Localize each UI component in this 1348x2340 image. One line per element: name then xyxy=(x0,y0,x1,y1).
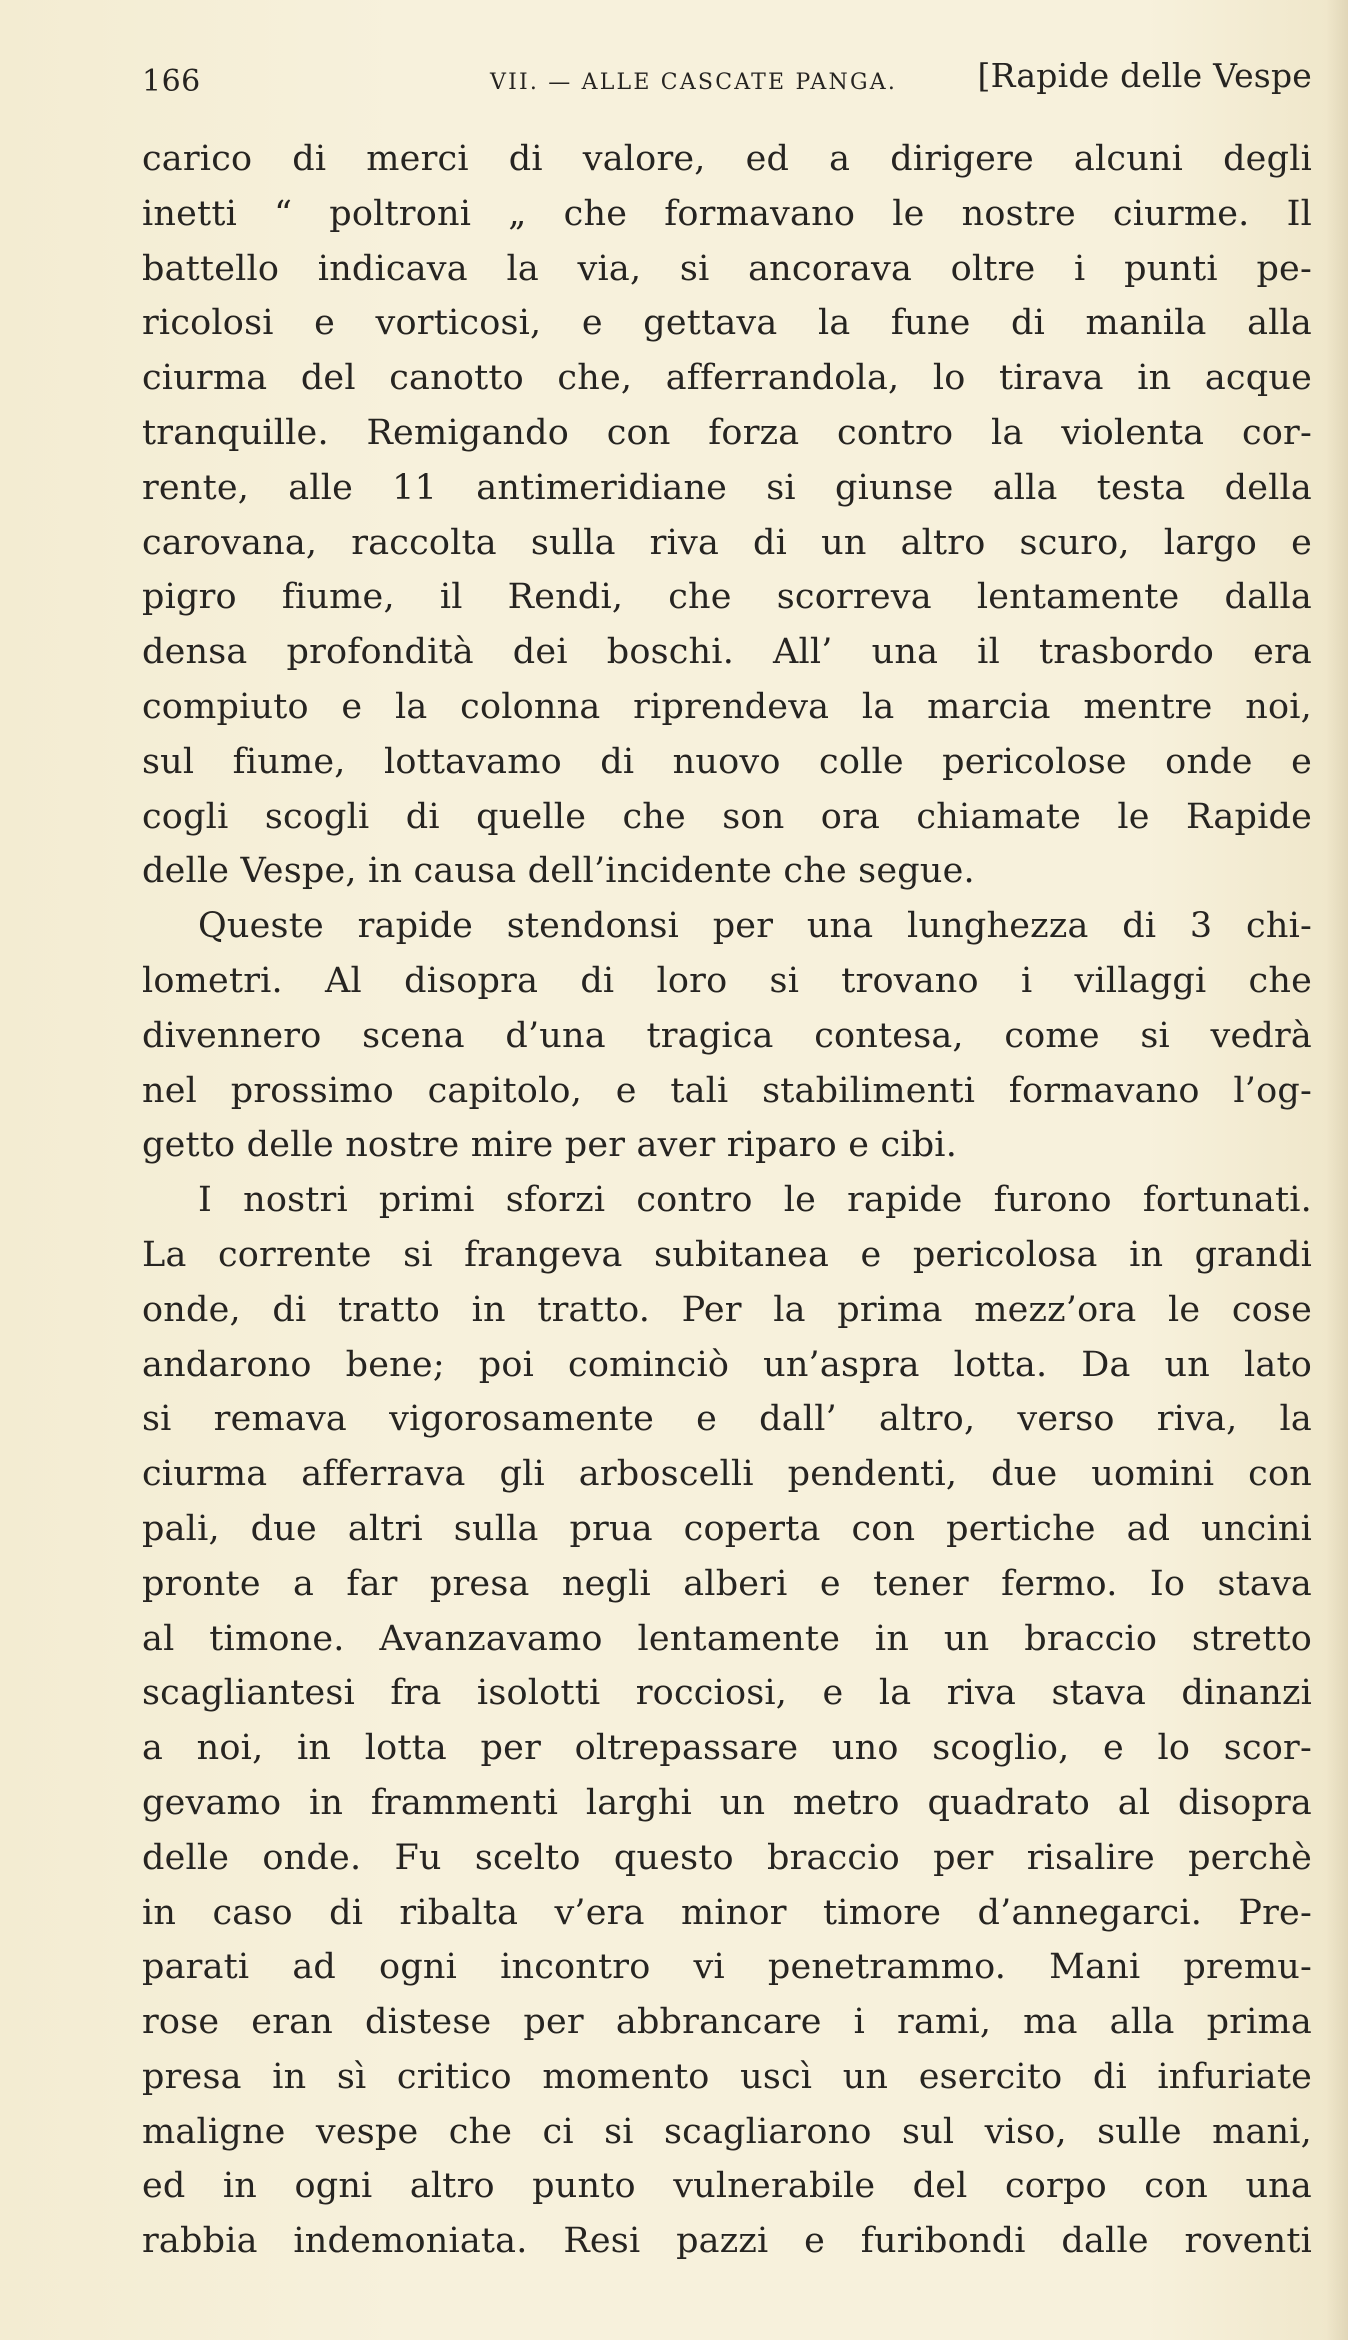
paragraph xyxy=(142,899,1312,1173)
text-line: rabbia indemoniata. Resi pazzi e furibondi dalle roventi xyxy=(142,2221,1312,2262)
text-line: maligne vespe che ci si scagliarono sul viso, sulle mani, xyxy=(142,2111,1312,2152)
text-line: delle Vespe, in causa dell’incidente che segue. xyxy=(142,851,975,892)
text-line: in caso di ribalta v’era minor timore d’annegarci. Pre- xyxy=(142,1892,1312,1933)
text-line: rose eran distese per abbrancare i rami, ma alla prima xyxy=(142,2002,1312,2043)
text-line: onde, di tratto in tratto. Per la prima mezz’ora le cose xyxy=(142,1289,1312,1330)
text-line: andarono bene; poi cominciò un’aspra lotta. Da un lato xyxy=(142,1344,1312,1385)
chapter-running-title: VII. — ALLE CASCATE PANGA. xyxy=(490,70,898,95)
text-line: gevamo in frammenti larghi un metro quadrato al disopra xyxy=(142,1782,1312,1823)
text-line: lometri. Al disopra di loro si trovano i villaggi che xyxy=(142,960,1312,1001)
text-line: presa in sì critico momento uscì un esercito di infuriate xyxy=(142,2056,1312,2097)
text-line: La corrente si frangeva subitanea e pericolosa in grandi xyxy=(142,1234,1312,1275)
paragraph xyxy=(142,1173,1312,2269)
section-title: [Rapide delle Vespe xyxy=(977,56,1312,95)
text-line: ed in ogni altro punto vulnerabile del corpo con una xyxy=(142,2166,1312,2207)
paragraph xyxy=(142,132,1312,899)
text-line: carico di merci di valore, ed a dirigere alcuni degli xyxy=(142,139,1312,179)
text-line: tranquille. Remigando con forza contro la violenta cor- xyxy=(142,412,1312,453)
text-line: ciurma del canotto che, afferrandola, lo tirava in acque xyxy=(142,358,1312,399)
text-line: sul fiume, lottavamo di nuovo colle pericolose onde e xyxy=(142,741,1312,782)
text-line: rente, alle 11 antimeridiane si giunse alla testa della xyxy=(142,467,1312,508)
text-line: delle onde. Fu scelto questo braccio per risalire perchè xyxy=(142,1837,1312,1878)
text-line: cogli scogli di quelle che son ora chiamate le Rapide xyxy=(142,796,1312,837)
text-line: a noi, in lotta per oltrepassare uno scoglio, e lo scor- xyxy=(142,1728,1312,1769)
text-line: inetti “ poltroni „ che formavano le nostre ciurme. Il xyxy=(142,193,1312,234)
text-line: I nostri primi sforzi contro le rapide furono fortunati. xyxy=(198,1180,1312,1221)
text-line: nel prossimo capitolo, e tali stabilimenti formavano l’og- xyxy=(142,1070,1312,1111)
text-line: al timone. Avanzavamo lentamente in un braccio stretto xyxy=(142,1618,1312,1659)
text-line: parati ad ogni incontro vi penetrammo. Mani premu- xyxy=(142,1947,1312,1988)
text-line: carovana, raccolta sulla riva di un altro scuro, largo e xyxy=(142,522,1312,563)
text-line: ricolosi e vorticosi, e gettava la fune di manila alla xyxy=(142,303,1312,344)
text-line: pigro fiume, il Rendi, che scorreva lentamente dalla xyxy=(142,577,1312,618)
page-number: 166 xyxy=(142,64,201,99)
text-line: compiuto e la colonna riprendeva la marcia mentre noi, xyxy=(142,686,1312,727)
body-text xyxy=(142,132,1312,2269)
text-line: divennero scena d’una tragica contesa, come si vedrà xyxy=(142,1015,1312,1056)
text-line: pali, due altri sulla prua coperta con pertiche ad uncini xyxy=(142,1508,1312,1549)
page-edge-shadow xyxy=(1326,0,1348,2340)
text-line: ciurma afferrava gli arboscelli pendenti, due uomini con xyxy=(142,1454,1312,1495)
text-line: scagliantesi fra isolotti rocciosi, e la riva stava dinanzi xyxy=(142,1673,1312,1714)
text-line: densa profondità dei boschi. All’ una il trasbordo era xyxy=(142,632,1312,673)
running-header xyxy=(142,56,1312,106)
text-line: si remava vigorosamente e dall’ altro, verso riva, la xyxy=(142,1399,1312,1440)
text-line: pronte a far presa negli alberi e tener fermo. Io stava xyxy=(142,1563,1312,1604)
text-line: Queste rapide stendonsi per una lunghezza di 3 chi- xyxy=(198,906,1312,947)
text-line: getto delle nostre mire per aver riparo e cibi. xyxy=(142,1125,958,1166)
text-line: battello indicava la via, si ancorava oltre i punti pe- xyxy=(142,248,1312,289)
